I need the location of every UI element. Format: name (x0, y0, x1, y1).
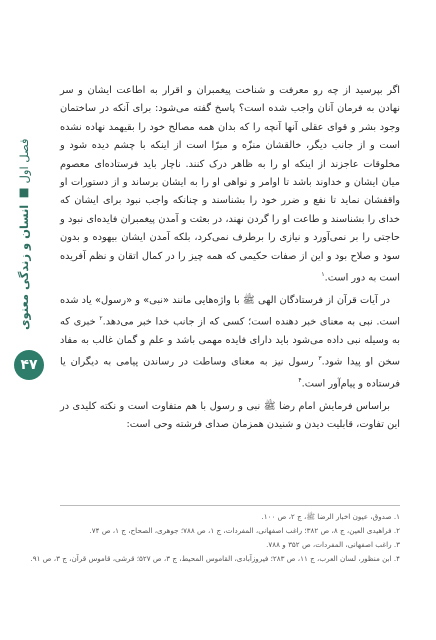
page-number-badge (14, 350, 44, 380)
footnote-2: ۲. فراهیدی العین، ج ۸، ص ۳۸۲؛ راغب اصفهانی، المفردات، ج ۱، ص ۷۸۸؛ جوهری، الصحاح، ج ۱، ص ۷۴. (89, 526, 400, 535)
paragraph-2-text-b: خبری که به وسیله نبی داده می‌شود باید دارای فایده مهمی باشد و علم و گمان غالب به مفاد سخن او پیدا شود. (60, 316, 400, 368)
running-header (17, 138, 41, 330)
book-title: انسان و زندگی معنوی (17, 204, 31, 330)
footnotes (30, 510, 400, 566)
paragraph-2 (60, 292, 400, 394)
footnote-3: ۳. راغب اصفهانی، المفردات، ص ۳۵۲ و ۷۸۸. (266, 540, 400, 549)
paragraph-1 (60, 82, 400, 288)
footnote-ref-3: ۳ (318, 355, 322, 363)
chapter-sidebar (14, 138, 44, 400)
footnote-4: ۴. ابن منظور، لسان العرب، ج ۱۱، ص ۲۸۳؛ فیروزآبادی، القاموس المحیط، ج ۳، ص ۵۲۷؛ قرشی، قاموس قرآن، ج ۳، ص ۹۱. (30, 554, 400, 563)
footnote-ref-1: ۱ (321, 271, 325, 279)
paragraph-3 (60, 398, 400, 435)
footnote-1: ۱. صدوق، عیون اخبار الرضا ﷺ، ج ۲، ص ۱۰۰. (261, 512, 400, 521)
footnote-ref-2: ۲ (99, 315, 103, 323)
footnote-divider (60, 505, 400, 506)
footnote-ref-4: ۴ (298, 376, 302, 384)
paragraph-1-text: اگر بپرسید از چه رو معرفت و شناخت پیغمبران و اقرار به اطاعت ایشان و سر نهادن به فرمان آنان واجب شده است؟ پاسخ گفته می‌شود: برای آنکه در ساختمان وجود بشر و قوای عقلی آنها آنچه را که بدان همه مصالح خود را بقیهمد نهاده نشده است و از جانب دیگر، خالقشان منزّه و مبرّا است از اینکه با چشم دیده شود و مخلوقات عاجزند از اینکه او را به ظاهر درک کنند. ناچار باید فرستاده‌ای معصوم میان ایشان و خداوند باشد تا اوامر و نواهی او را به ایشان برساند و از دستورات او واقفشان نماید تا نفع و ضرر خود را بشناسند و چنانکه واجب نبود برای ایشان که خدای را بشناسند و طاعت او را گردن نهند، در بعثت و آمدن پیغمبران فایده‌ای نبود و حاجتی را بر نمی‌آورد و نیازی را برطرف نمی‌کرد، بلکه آمدن ایشان بیهوده و بدون سود و صلاح بود و این از صفات حکیمی که همه چیز را در کمال اتقان و نظم آفریده است به دور است. (60, 85, 400, 284)
page-number: ۴۷ (20, 357, 38, 373)
main-text (60, 82, 400, 434)
paragraph-2-text-a: در آیات قرآن از فرستادگان الهی ﷺ با واژه‌هایی مانند «نبی» و «رسول» یاد شده است. نبی به معنای خبر دهنده است؛ کسی که از جانب خدا خبر می‌دهد. (60, 294, 400, 328)
chapter-label: فصل اول ■ (17, 138, 31, 202)
paragraph-2-text-c: رسول نیز به معنای وساطت در رساندن پیامی به دیگران یا فرستاده و پیام‌آور است. (60, 356, 400, 390)
paragraph-3-text: براساس فرمایش امام رضا ﷺ نبی و رسول با هم متفاوت است و نکته کلیدی در این تفاوت، قابلیت دیدن و شنیدن همزمان صدای فرشته وحی است: (60, 400, 400, 430)
